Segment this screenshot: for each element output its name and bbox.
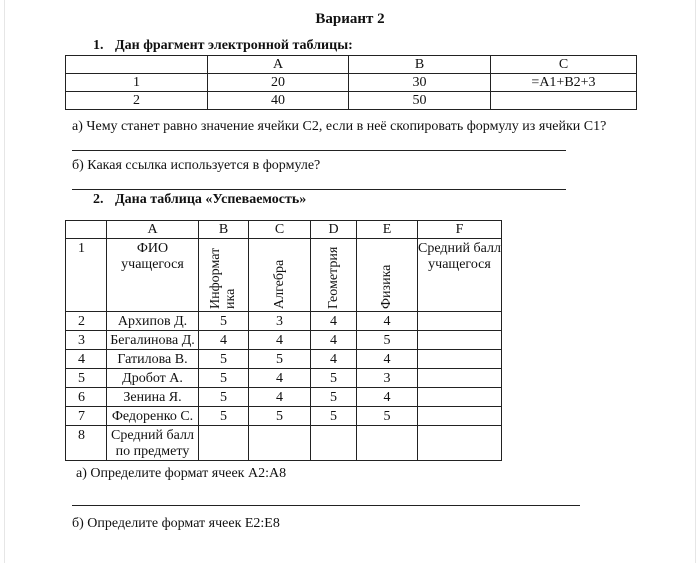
- grade-cell: 4: [357, 312, 418, 331]
- grade-cell: 4: [311, 312, 357, 331]
- table-row: [66, 369, 502, 388]
- geometry-header: Геометрия: [311, 239, 357, 312]
- task2-question-a: а) Определите формат ячеек А2:А8: [76, 466, 287, 481]
- student-name: Федоренко С.: [107, 407, 199, 426]
- grade-cell: 5: [357, 331, 418, 350]
- table-row: [66, 239, 502, 312]
- grade-cell: 5: [199, 369, 249, 388]
- grade-cell: 4: [249, 331, 311, 350]
- avg-cell: [418, 312, 502, 331]
- table-row: [66, 331, 502, 350]
- row-number: 2: [66, 312, 107, 331]
- table-row: [66, 74, 637, 92]
- avg-cell: [311, 426, 357, 461]
- avg-cell: [418, 369, 502, 388]
- column-header-corner: [66, 56, 208, 74]
- student-name: Зенина Я.: [107, 388, 199, 407]
- column-header-d: D: [311, 221, 357, 239]
- cell-b1: 30: [349, 74, 491, 92]
- answer-line: [72, 150, 566, 151]
- table-row: [66, 221, 502, 239]
- grade-cell: 5: [199, 388, 249, 407]
- task2-heading-text: Дана таблица «Успеваемость»: [115, 192, 307, 207]
- cell-b2: 50: [349, 92, 491, 110]
- grade-cell: 4: [357, 350, 418, 369]
- row-number: 5: [66, 369, 107, 388]
- algebra-header: Алгебра: [249, 239, 311, 312]
- grade-cell: 3: [249, 312, 311, 331]
- grade-cell: 4: [357, 388, 418, 407]
- column-header-f: F: [418, 221, 502, 239]
- fio-header: ФИО учащегося: [107, 239, 199, 312]
- answer-line: [72, 505, 580, 506]
- avg-cell: [418, 407, 502, 426]
- grade-cell: 5: [311, 369, 357, 388]
- table-row: [66, 350, 502, 369]
- grade-cell: 5: [199, 407, 249, 426]
- table-row: [66, 407, 502, 426]
- table-row: [66, 92, 637, 110]
- grade-cell: 4: [249, 388, 311, 407]
- task2-heading: [93, 192, 306, 208]
- row-number: 4: [66, 350, 107, 369]
- column-header-a: A: [107, 221, 199, 239]
- avg-cell: [418, 331, 502, 350]
- grade-cell: 5: [311, 407, 357, 426]
- grade-cell: 5: [357, 407, 418, 426]
- column-header-a: A: [208, 56, 349, 74]
- column-header-c: C: [249, 221, 311, 239]
- table-row: [66, 56, 637, 74]
- task1-heading-text: Дан фрагмент электронной таблицы:: [115, 38, 353, 53]
- row-number: 8: [66, 426, 107, 461]
- avg-cell: [418, 426, 502, 461]
- student-name: Гатилова В.: [107, 350, 199, 369]
- task1-question-a: а) Чему станет равно значение ячейки С2, если в неё скопировать формулу из ячейки С1?: [72, 119, 607, 134]
- student-name: Дробот А.: [107, 369, 199, 388]
- grade-cell: 5: [199, 312, 249, 331]
- avg-cell: [199, 426, 249, 461]
- physics-header: Физика: [357, 239, 418, 312]
- spreadsheet-fragment-table: [65, 55, 637, 110]
- table-row: [66, 312, 502, 331]
- cell-c1-formula: =A1+B2+3: [491, 74, 637, 92]
- cell-a2: 40: [208, 92, 349, 110]
- column-header-b: B: [199, 221, 249, 239]
- subject-average-label: Средний балл по предмету: [107, 426, 199, 461]
- student-name: Бегалинова Д.: [107, 331, 199, 350]
- grade-cell: 5: [249, 407, 311, 426]
- avg-cell: [418, 350, 502, 369]
- column-header-c: C: [491, 56, 637, 74]
- row-number: 7: [66, 407, 107, 426]
- row-number: 1: [66, 239, 107, 312]
- student-name: Архипов Д.: [107, 312, 199, 331]
- table-row: [66, 388, 502, 407]
- grade-cell: 3: [357, 369, 418, 388]
- grade-cell: 4: [311, 350, 357, 369]
- informatics-header: Информат ика: [199, 239, 249, 312]
- task2-number: 2.: [93, 192, 104, 207]
- progress-table: [65, 220, 502, 461]
- avg-cell: [418, 388, 502, 407]
- variant-title: Вариант 2: [315, 11, 385, 27]
- grade-cell: 4: [249, 369, 311, 388]
- avg-cell: [249, 426, 311, 461]
- column-header-corner: [66, 221, 107, 239]
- cell-a1: 20: [208, 74, 349, 92]
- table-row: [66, 426, 502, 461]
- task1-number: 1.: [93, 38, 104, 53]
- grade-cell: 5: [199, 350, 249, 369]
- grade-cell: 4: [199, 331, 249, 350]
- grade-cell: 5: [311, 388, 357, 407]
- task1-heading: [93, 38, 353, 54]
- row-number: 6: [66, 388, 107, 407]
- grade-cell: 4: [311, 331, 357, 350]
- avg-header: Средний балл учащегося: [418, 239, 502, 312]
- row-number: 3: [66, 331, 107, 350]
- row-number: 1: [66, 74, 208, 92]
- grade-cell: 5: [249, 350, 311, 369]
- column-header-e: E: [357, 221, 418, 239]
- cell-c2: [491, 92, 637, 110]
- task2-question-b: б) Определите формат ячеек Е2:Е8: [72, 516, 280, 531]
- column-header-b: B: [349, 56, 491, 74]
- answer-line: [72, 189, 566, 190]
- task1-question-b: б) Какая ссылка используется в формуле?: [72, 158, 321, 173]
- avg-cell: [357, 426, 418, 461]
- row-number: 2: [66, 92, 208, 110]
